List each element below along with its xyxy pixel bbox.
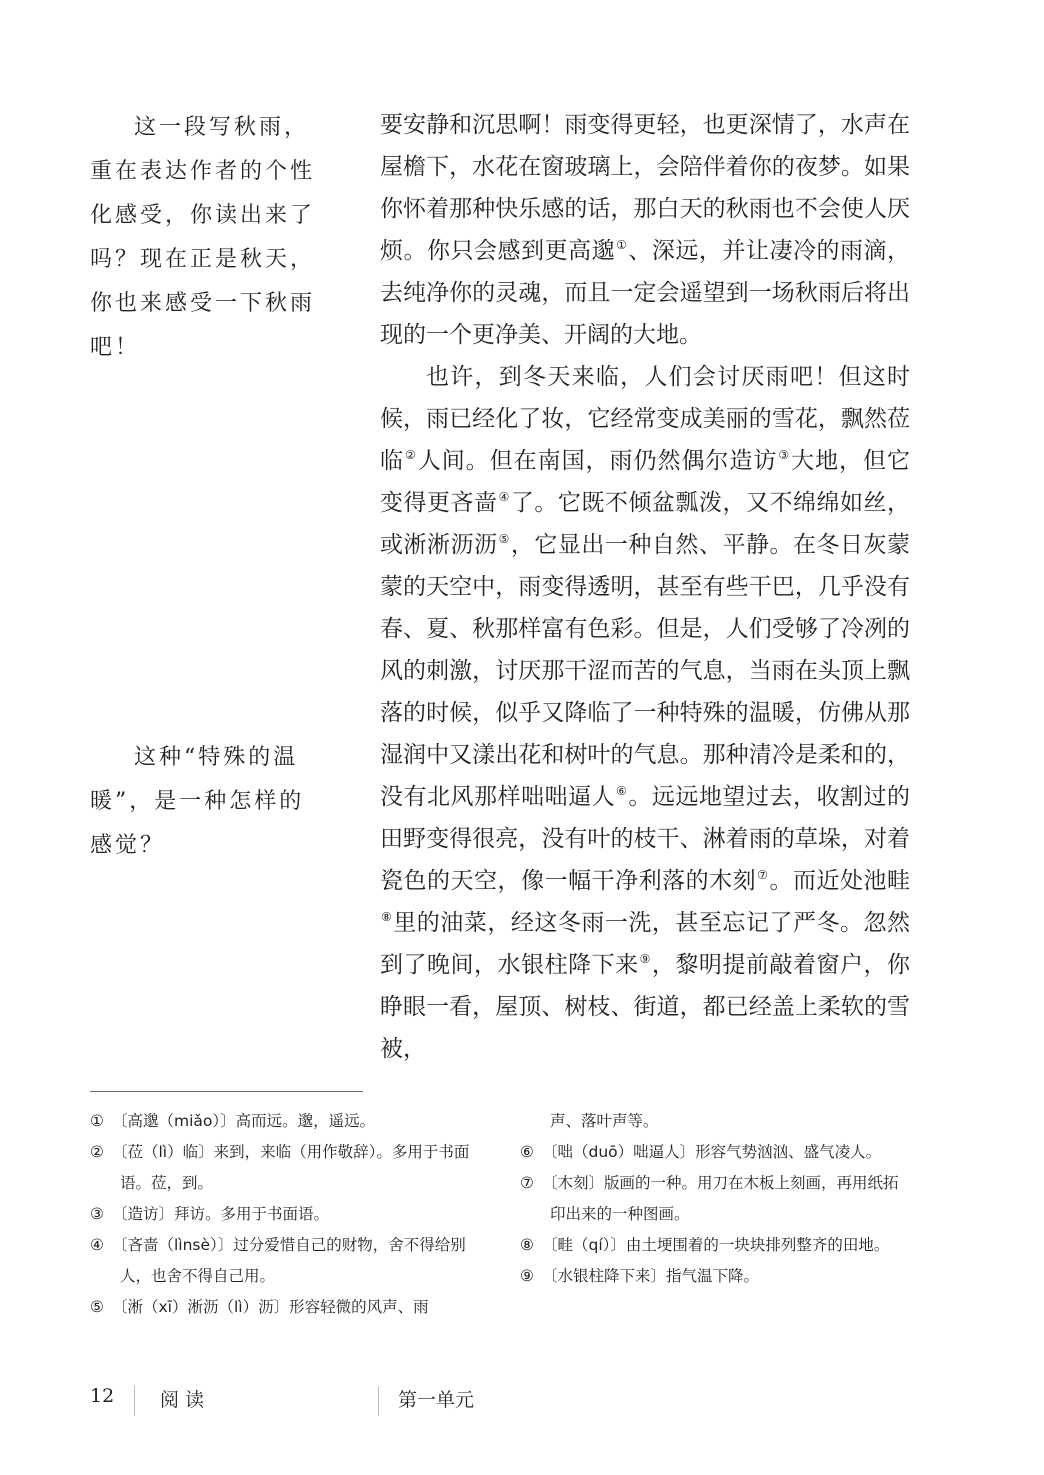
- footnote-2: [90, 1137, 480, 1199]
- footnote-number: ⑥: [520, 1143, 534, 1161]
- footnote-marker-4: ④: [498, 490, 510, 504]
- text-run: 、深远，并让凄冷的雨滴，去纯净你的灵魂，而且一定会遥望到一场秋雨后将出现的一个更净美、开阔的大地。: [380, 238, 911, 348]
- footer-divider: [134, 1386, 135, 1416]
- footnote-4: [90, 1230, 480, 1292]
- footnote-divider: [90, 1091, 363, 1092]
- footnote-5: [90, 1292, 480, 1323]
- footnote-text: 〔木刻〕版画的一种。用刀在木板上刻画，再用纸拓印出来的一种图画。: [542, 1174, 899, 1223]
- text-run: 要安静和沉思啊！雨变得更轻，也更深情了，水声在屋檐下，水花在窗玻璃上，会陪伴着你的夜梦。如果你怀着那种快乐感的话，那白天的秋雨也不会使人厌烦。你只会感到更高邈: [380, 112, 910, 264]
- footnote-text: 〔咄（duō）咄逼人〕形容气势汹汹、盛气凌人。: [542, 1143, 882, 1161]
- paragraph-2: [380, 356, 910, 1070]
- sidebar-note-2: 这种“特殊的温暖”，是一种怎样的感觉？: [90, 745, 305, 858]
- footnote-number: ⑤: [90, 1298, 104, 1316]
- footnote-5-continuation: 声、落叶声等。: [550, 1112, 659, 1130]
- footnote-text: 〔水银柱降下来〕指气温下降。: [542, 1267, 760, 1285]
- footnote-marker-3: ③: [778, 448, 791, 462]
- footnote-marker-7: ⑦: [757, 868, 769, 882]
- text-run: 。而近处池畦: [769, 868, 911, 894]
- footnote-text: 〔高邈（miǎo）〕高而远。邈，遥远。: [112, 1112, 376, 1130]
- text-run: ，黎明提前敲着窗户，你睁眼一看，屋顶、树枝、街道，都已经盖上柔软的雪被，: [380, 952, 911, 1062]
- footnote-marker-6: ⑥: [616, 784, 628, 798]
- footnote-number: ②: [90, 1143, 104, 1161]
- footnote-marker-1: ①: [616, 238, 628, 252]
- sidebar-note-1: 这一段写秋雨，重在表达作者的个性化感受，你读出来了吗？现在正是秋天，你也来感受一下秋雨吧！: [90, 115, 316, 360]
- paragraph-1: [380, 104, 910, 356]
- text-run: 里的油菜，经这冬雨一洗，甚至忘记了严冬。忽然到了晚间，水银柱降下来: [380, 910, 911, 978]
- footnote-9: [520, 1261, 912, 1292]
- footnote-6: [520, 1137, 912, 1168]
- page-number: 12: [90, 1385, 115, 1407]
- footnote-number: ③: [90, 1205, 104, 1223]
- footnote-3: [90, 1199, 480, 1230]
- footnote-text: 〔吝啬（lìnsè）〕过分爱惜自己的财物，舍不得给别人，也舍不得自己用。: [112, 1236, 466, 1285]
- footnote-text: 〔莅（lì）临〕来到，来临（用作敬辞）。多用于书面语。莅，到。: [112, 1143, 470, 1192]
- sidebar-annotation-special-warmth: [90, 736, 320, 868]
- footnote-marker-5: ⑤: [498, 532, 510, 546]
- footnote-number: ⑦: [520, 1174, 534, 1192]
- text-run: ，它显出一种自然、平静。在冬日灰蒙蒙的天空中，雨变得透明，甚至有些干巴，几乎没有春、夏、秋那样富有色彩。但是，人们受够了冷冽的风的刺激，讨厌那干涩而苦的气息，当雨在头顶上飘落的时候，似乎又降临了一种特殊的温暖，仿佛从那湿润中又漾出花和树叶的气息。那种清冷是柔和的，没有北风那样咄咄逼人: [380, 532, 911, 810]
- text-run: 也许，到冬天来临，人们会讨厌雨吧！但这时候，雨已经化了妆，它经常变成美丽的雪花，飘然莅临: [380, 364, 910, 474]
- footer-divider: [378, 1386, 379, 1416]
- sidebar-annotation-autumn-rain: [90, 106, 320, 370]
- main-text: [380, 104, 910, 1070]
- footnote-1: [90, 1106, 480, 1137]
- footnote-number: ⑨: [520, 1267, 534, 1285]
- text-run: 。远远地望过去，收割过的田野变得很亮，没有叶的枝干、淋着雨的草垛，对着瓷色的天空，像一幅干净利落的木刻: [380, 784, 911, 894]
- footnote-number: ①: [90, 1112, 104, 1130]
- text-run: 人间。但在南国，雨仍然偶尔造访: [417, 448, 778, 474]
- text-run: 了。它既不倾盆瓢泼，又不绵绵如丝，或淅淅沥沥: [380, 490, 911, 558]
- footnote-text: 〔造访〕拜访。多用于书面语。: [112, 1205, 330, 1223]
- footer-unit-label: 第一单元: [398, 1389, 475, 1411]
- footnote-marker-8: ⑧: [381, 910, 393, 924]
- footnote-text: 〔淅（xī）淅沥（lì）沥〕形容轻微的风声、雨: [112, 1298, 429, 1316]
- footnote-8: [520, 1230, 912, 1261]
- footnotes-left-column: [90, 1106, 480, 1323]
- footnote-number: ④: [90, 1236, 104, 1254]
- footnotes-right-column: [520, 1106, 912, 1292]
- footnote-7: [520, 1168, 912, 1230]
- footnote-marker-9: ⑨: [639, 952, 651, 966]
- footnote-marker-2: ②: [404, 448, 417, 462]
- footnote-number: ⑧: [520, 1236, 534, 1254]
- footer-section-label: 阅读: [160, 1389, 211, 1411]
- text-run: 大地，但它变得更吝啬: [380, 448, 910, 516]
- footnote-text: 〔畦（qí）〕由土埂围着的一块块排列整齐的田地。: [542, 1236, 890, 1254]
